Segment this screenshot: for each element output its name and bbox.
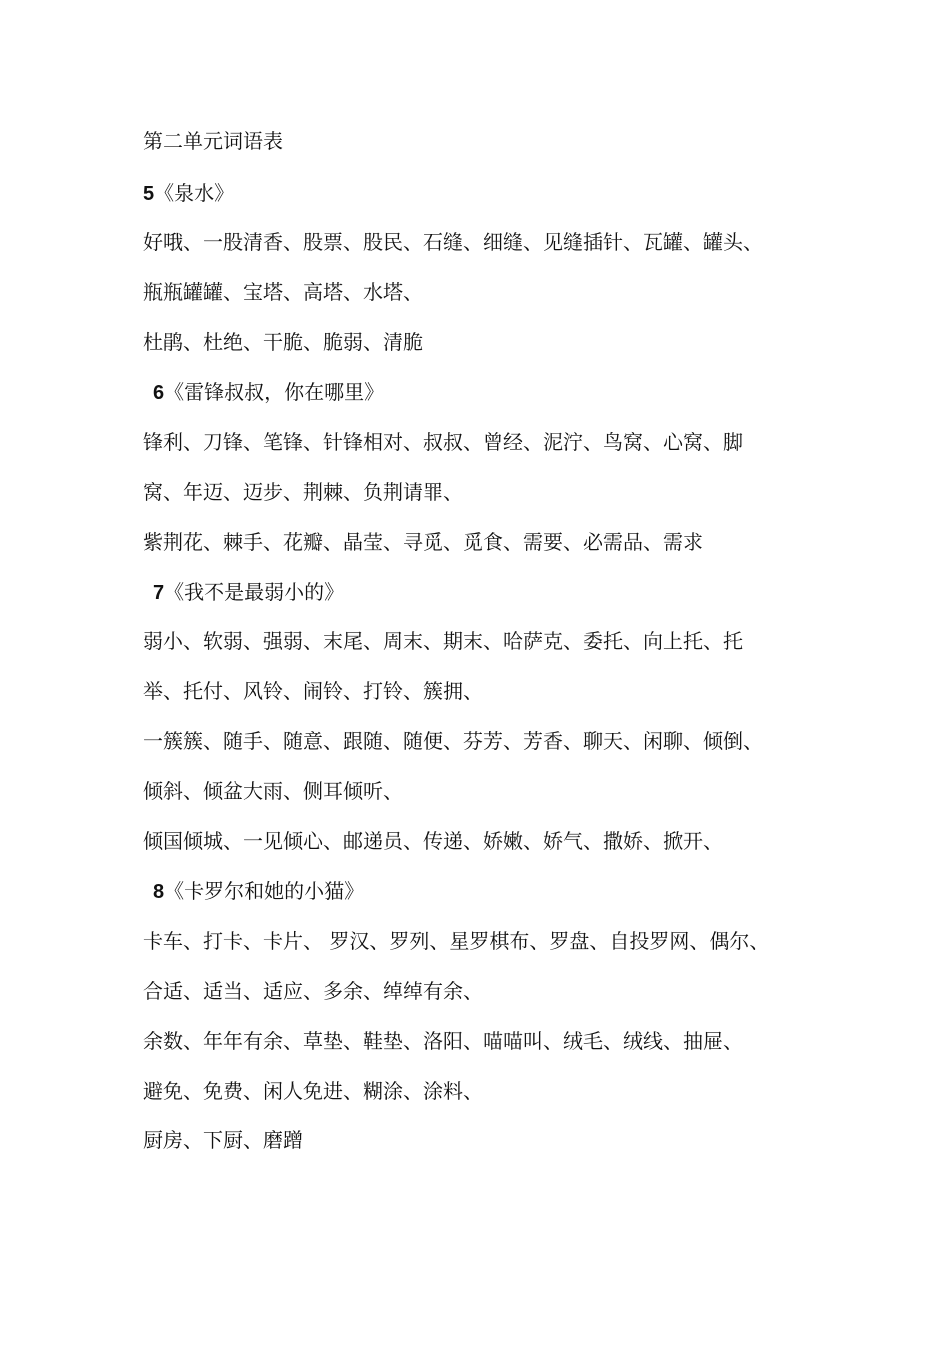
word-line: 一簇簇、随手、随意、跟随、随便、芬芳、芳香、聊天、闲聊、倾倒、 [143, 729, 763, 753]
lesson-number: 8 [153, 881, 165, 903]
word-line: 倾国倾城、一见倾心、邮递员、传递、娇嫩、娇气、撒娇、掀开、 [143, 829, 723, 853]
word-line: 厨房、下厨、磨蹭 [143, 1128, 303, 1152]
word-line: 锋利、刀锋、笔锋、针锋相对、叔叔、曾经、泥泞、鸟窝、心窝、脚 [143, 430, 743, 454]
word-line: 弱小、软弱、强弱、末尾、周末、期末、哈萨克、委托、向上托、托 [143, 629, 743, 653]
lesson-heading-6 [153, 379, 384, 406]
lesson-heading-5 [143, 180, 234, 207]
lesson-heading-8 [153, 878, 364, 905]
word-line: 余数、年年有余、草垫、鞋垫、洛阳、喵喵叫、绒毛、绒线、抽屉、 [143, 1029, 743, 1053]
page-title: 第二单元词语表 [143, 129, 283, 153]
word-line: 瓶瓶罐罐、宝塔、高塔、水塔、 [143, 280, 423, 304]
lesson-number: 7 [153, 582, 165, 604]
word-line: 紫荆花、棘手、花瓣、晶莹、寻觅、觅食、需要、必需品、需求 [143, 530, 703, 554]
lesson-number: 6 [153, 382, 165, 404]
word-line: 倾斜、倾盆大雨、侧耳倾听、 [143, 779, 403, 803]
word-line: 窝、年迈、迈步、荆棘、负荆请罪、 [143, 480, 463, 504]
lesson-name: 《泉水》 [154, 181, 235, 205]
word-line: 举、托付、风铃、闹铃、打铃、簇拥、 [143, 679, 483, 703]
lesson-number: 5 [143, 183, 155, 205]
lesson-name: 《卡罗尔和她的小猫》 [164, 879, 365, 903]
lesson-name: 《雷锋叔叔，你在哪里》 [164, 380, 385, 404]
word-line: 杜鹃、杜绝、干脆、脆弱、清脆 [143, 330, 423, 354]
word-line: 合适、适当、适应、多余、绰绰有余、 [143, 979, 483, 1003]
lesson-heading-7 [153, 579, 344, 606]
word-line: 避免、免费、闲人免进、糊涂、涂料、 [143, 1079, 483, 1103]
lesson-name: 《我不是最弱小的》 [164, 580, 345, 604]
word-line: 卡车、打卡、卡片、 罗汉、罗列、星罗棋布、罗盘、自投罗网、偶尔、 [143, 929, 770, 953]
word-line: 好哦、一股清香、股票、股民、石缝、细缝、见缝插针、瓦罐、罐头、 [143, 230, 763, 254]
